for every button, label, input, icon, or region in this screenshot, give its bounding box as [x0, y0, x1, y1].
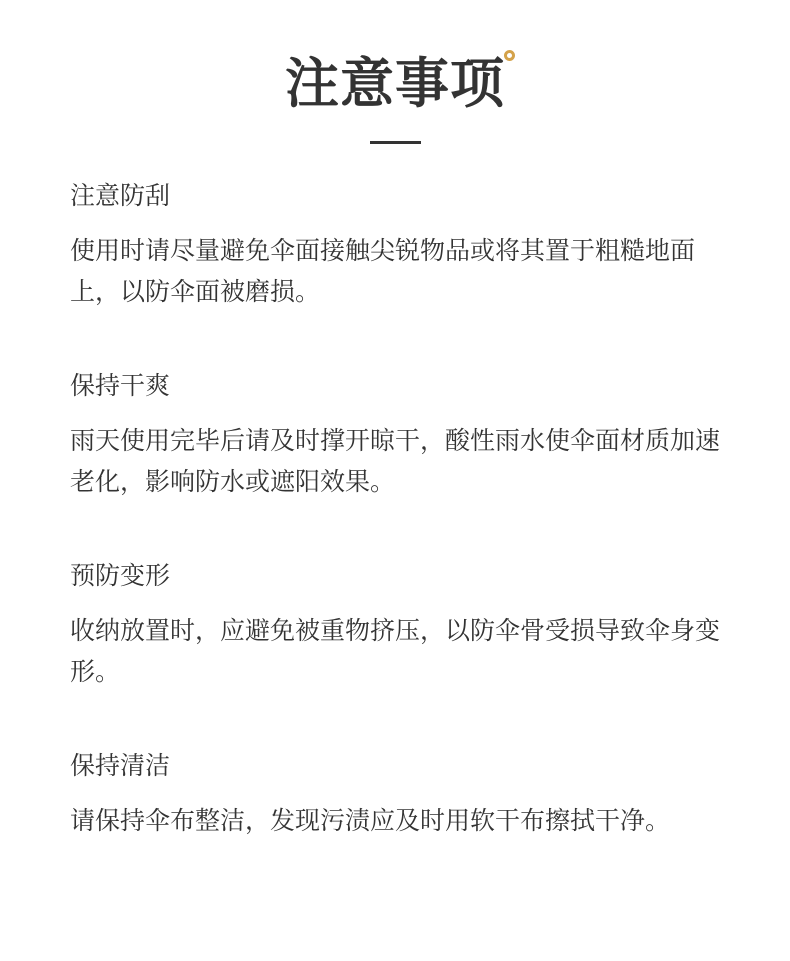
section-heading: 预防变形	[70, 561, 171, 590]
title-underline	[370, 141, 421, 144]
section-heading: 注意防刮	[70, 181, 171, 210]
ring-icon	[504, 50, 515, 61]
section-scratch-prevention	[70, 180, 730, 312]
page-header	[0, 0, 790, 160]
section-body: 雨天使用完毕后请及时撑开晾干，酸性雨水使伞面材质加速老化，影响防水或遮阳效果。	[70, 426, 721, 496]
section-heading: 保持干爽	[70, 371, 171, 400]
section-body: 收纳放置时，应避免被重物挤压，以防伞骨受损导致伞身变形。	[70, 616, 721, 686]
page-title: 注意事项	[285, 52, 505, 115]
section-heading: 保持清洁	[70, 751, 171, 780]
section-body: 使用时请尽量避免伞面接触尖锐物品或将其置于粗糙地面上，以防伞面被磨损。	[70, 236, 696, 306]
page-title-block	[285, 50, 505, 118]
title-wrap	[0, 50, 790, 118]
section-keep-clean	[70, 750, 730, 841]
section-keep-dry	[70, 370, 730, 502]
section-prevent-deformation	[70, 560, 730, 692]
section-body: 请保持伞布整洁，发现污渍应及时用软干布擦拭干净。	[70, 806, 671, 835]
